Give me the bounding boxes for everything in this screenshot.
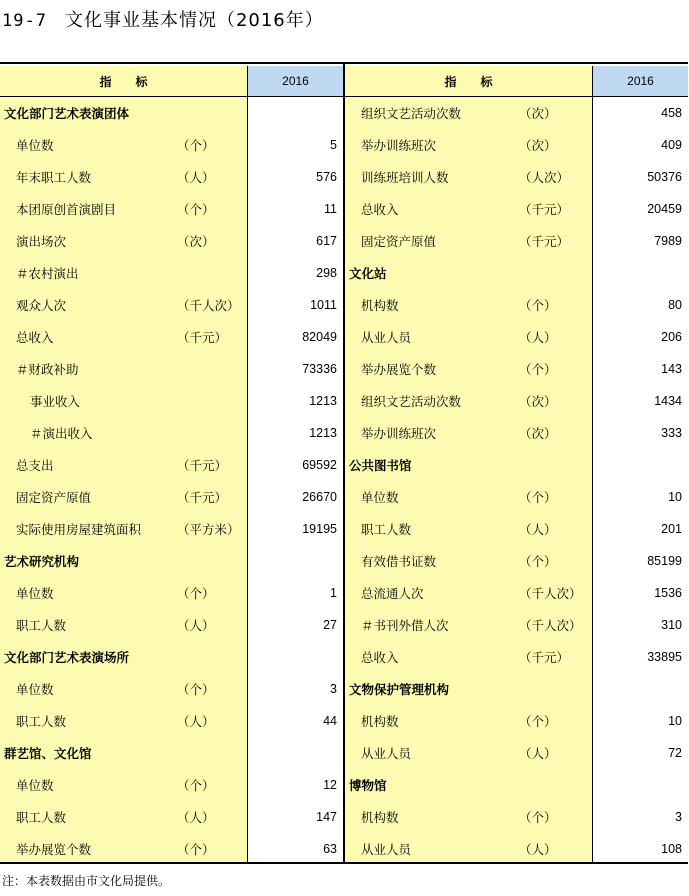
- section-heading-row: [0, 97, 247, 129]
- row-value: 333: [661, 426, 682, 440]
- row-unit: （个）: [519, 810, 557, 825]
- table-row: [345, 161, 592, 193]
- row-value: 108: [661, 842, 682, 856]
- table-row: [345, 513, 592, 545]
- row-label: 文化部门艺术表演场所: [4, 650, 130, 665]
- row-label: 文物保护管理机构: [349, 682, 450, 697]
- row-value: 27: [323, 618, 337, 632]
- row-value: 576: [316, 170, 337, 184]
- row-value: [248, 97, 343, 129]
- row-unit: （千元）: [519, 650, 570, 665]
- page-title: [2, 6, 324, 32]
- table-row: [0, 321, 247, 353]
- row-unit: （次）: [519, 106, 557, 121]
- row-value: 7989: [654, 234, 682, 248]
- row-value: 12: [323, 778, 337, 792]
- row-label: 单位数: [16, 586, 54, 601]
- table-row: [345, 801, 592, 833]
- row-label: 公共图书馆: [349, 458, 412, 473]
- row-label: 单位数: [16, 778, 54, 793]
- row-unit: （平方米）: [177, 522, 240, 537]
- row-label: 组织文艺活动次数: [361, 394, 462, 409]
- label-column-right: [345, 97, 593, 862]
- row-value: 206: [661, 330, 682, 344]
- table-header-right: [345, 66, 688, 97]
- table-row: [0, 193, 247, 225]
- row-label: 总流通人次: [361, 586, 424, 601]
- row-value: 1213: [309, 394, 337, 408]
- row-unit: （个）: [519, 554, 557, 569]
- row-value: 201: [661, 522, 682, 536]
- row-value: 44: [323, 714, 337, 728]
- table-row: [345, 97, 592, 129]
- table-row: [345, 385, 592, 417]
- row-label: 艺术研究机构: [4, 554, 80, 569]
- row-value: 82049: [302, 330, 337, 344]
- row-label: 单位数: [16, 138, 54, 153]
- row-value: 69592: [302, 458, 337, 472]
- section-heading-row: [345, 449, 592, 481]
- row-label: 总支出: [16, 458, 54, 473]
- table-row: [0, 353, 247, 385]
- header-indicator: 指标: [345, 66, 593, 96]
- row-value: [593, 257, 688, 289]
- table-row: [345, 225, 592, 257]
- table-row: [345, 417, 592, 449]
- row-label: ＃书刊外借人次: [361, 618, 449, 633]
- row-unit: （千人次）: [177, 298, 240, 313]
- table-row: [0, 385, 247, 417]
- row-label: 群艺馆、文化馆: [4, 746, 92, 761]
- section-heading-row: [345, 769, 592, 801]
- table-row: [0, 609, 247, 641]
- row-unit: （人）: [177, 714, 215, 729]
- row-value: 10: [668, 714, 682, 728]
- row-value: 26670: [302, 490, 337, 504]
- row-value: 20459: [647, 202, 682, 216]
- row-label: 总收入: [16, 330, 54, 345]
- row-label: 年末职工人数: [16, 170, 92, 185]
- row-value: 310: [661, 618, 682, 632]
- row-value: [248, 641, 343, 673]
- row-value: 80: [668, 298, 682, 312]
- row-unit: （千元）: [177, 490, 228, 505]
- row-value: 458: [661, 106, 682, 120]
- table-row: [345, 609, 592, 641]
- value-column-left: [248, 97, 343, 862]
- table-row: [345, 737, 592, 769]
- table-row: [345, 545, 592, 577]
- row-unit: （次）: [177, 234, 215, 249]
- row-label: 固定资产原值: [16, 490, 92, 505]
- header-year: 2016: [282, 74, 309, 88]
- row-label: 从业人员: [361, 842, 412, 857]
- row-unit: （个）: [177, 586, 215, 601]
- row-label: 职工人数: [16, 810, 67, 825]
- table-row: [0, 449, 247, 481]
- row-unit: （人）: [177, 170, 215, 185]
- table-row: [0, 481, 247, 513]
- value-column-right: [593, 97, 688, 862]
- table-header-left: [0, 66, 343, 97]
- header-year: 2016: [627, 74, 654, 88]
- row-value: 63: [323, 842, 337, 856]
- row-value: [248, 737, 343, 769]
- row-value: 3: [330, 682, 337, 696]
- row-label: 职工人数: [361, 522, 412, 537]
- row-unit: （个）: [519, 362, 557, 377]
- table-number: 19-7: [2, 11, 47, 31]
- row-label: 实际使用房屋建筑面积: [16, 522, 142, 537]
- label-column-left: [0, 97, 248, 862]
- row-label: 机构数: [361, 298, 399, 313]
- row-label: 固定资产原值: [361, 234, 437, 249]
- table-row: [345, 321, 592, 353]
- row-value: 85199: [647, 554, 682, 568]
- row-label: 文化站: [349, 266, 387, 281]
- row-unit: （千元）: [177, 330, 228, 345]
- table-row: [0, 577, 247, 609]
- table-row: [0, 769, 247, 801]
- row-label: 举办展览个数: [361, 362, 437, 377]
- row-value: 298: [316, 266, 337, 280]
- row-value: 147: [316, 810, 337, 824]
- row-label: 职工人数: [16, 618, 67, 633]
- row-value: 143: [661, 362, 682, 376]
- table-row: [345, 193, 592, 225]
- row-unit: （千元）: [519, 202, 570, 217]
- table-row: [0, 289, 247, 321]
- row-value: 73336: [302, 362, 337, 376]
- row-label: 总收入: [361, 202, 399, 217]
- section-heading-row: [0, 545, 247, 577]
- row-unit: （次）: [519, 426, 557, 441]
- row-unit: （千元）: [519, 234, 570, 249]
- row-unit: （千人次）: [519, 586, 582, 601]
- row-value: 1011: [310, 298, 337, 312]
- row-unit: （个）: [519, 490, 557, 505]
- table-row: [0, 417, 247, 449]
- row-value: 19195: [302, 522, 337, 536]
- row-value: 10: [668, 490, 682, 504]
- row-unit: （个）: [177, 842, 215, 857]
- table-row: [0, 513, 247, 545]
- table-row: [0, 161, 247, 193]
- row-label: ＃演出收入: [30, 426, 93, 441]
- row-label: 单位数: [16, 682, 54, 697]
- row-unit: （人）: [519, 842, 557, 857]
- row-label: 举办展览个数: [16, 842, 92, 857]
- row-unit: （人）: [177, 810, 215, 825]
- row-unit: （次）: [519, 394, 557, 409]
- row-value: 617: [316, 234, 337, 248]
- row-unit: （人次）: [519, 170, 570, 185]
- row-label: 从业人员: [361, 746, 412, 761]
- table-left-half: [0, 64, 343, 862]
- header-indicator: 指标: [0, 66, 248, 96]
- table-row: [345, 129, 592, 161]
- table-row: [0, 833, 247, 865]
- table-row: [345, 481, 592, 513]
- row-unit: （个）: [519, 714, 557, 729]
- row-unit: （个）: [177, 778, 215, 793]
- row-label: 职工人数: [16, 714, 67, 729]
- row-value: [593, 769, 688, 801]
- row-label: 训练班培训人数: [361, 170, 449, 185]
- table-row: [0, 705, 247, 737]
- row-unit: （千元）: [177, 458, 228, 473]
- row-label: 单位数: [361, 490, 399, 505]
- row-value: 1: [330, 586, 337, 600]
- row-value: 11: [324, 202, 337, 216]
- row-label: 组织文艺活动次数: [361, 106, 462, 121]
- row-label: 举办训练班次: [361, 138, 437, 153]
- row-unit: （人）: [519, 330, 557, 345]
- row-label: 演出场次: [16, 234, 67, 249]
- row-label: ＃农村演出: [16, 266, 79, 281]
- section-heading-row: [0, 641, 247, 673]
- section-heading-row: [345, 673, 592, 705]
- row-value: [593, 449, 688, 481]
- row-unit: （个）: [177, 138, 215, 153]
- row-unit: （人）: [519, 522, 557, 537]
- footnote: 注：本表数据由市文化局提供。: [2, 874, 171, 888]
- row-value: 5: [330, 138, 337, 152]
- table-row: [0, 673, 247, 705]
- row-unit: （人）: [177, 618, 215, 633]
- row-label: ＃财政补助: [16, 362, 79, 377]
- row-label: 从业人员: [361, 330, 412, 345]
- table-row: [0, 257, 247, 289]
- row-label: 观众人次: [16, 298, 67, 313]
- data-table: [0, 62, 688, 864]
- table-right-half: [345, 64, 688, 862]
- row-label: 文化部门艺术表演团体: [4, 106, 130, 121]
- row-label: 事业收入: [30, 394, 81, 409]
- row-unit: （个）: [519, 298, 557, 313]
- table-row: [345, 705, 592, 737]
- row-value: 72: [668, 746, 682, 760]
- row-value: 1536: [654, 586, 682, 600]
- table-row: [0, 129, 247, 161]
- row-value: 3: [675, 810, 682, 824]
- table-title: 文化事业基本情况（2016年）: [64, 10, 324, 31]
- row-value: 1434: [654, 394, 682, 408]
- row-label: 机构数: [361, 714, 399, 729]
- table-row: [345, 833, 592, 865]
- row-unit: （个）: [177, 202, 215, 217]
- row-value: 1213: [309, 426, 337, 440]
- row-unit: （次）: [519, 138, 557, 153]
- row-value: [593, 673, 688, 705]
- row-unit: （个）: [177, 682, 215, 697]
- row-label: 博物馆: [349, 778, 387, 793]
- row-unit: （人）: [519, 746, 557, 761]
- row-label: 机构数: [361, 810, 399, 825]
- row-value: 50376: [647, 170, 682, 184]
- table-row: [345, 641, 592, 673]
- table-row: [345, 353, 592, 385]
- row-label: 本团原创首演剧目: [16, 202, 117, 217]
- table-row: [345, 289, 592, 321]
- row-value: [248, 545, 343, 577]
- section-heading-row: [345, 257, 592, 289]
- section-heading-row: [0, 737, 247, 769]
- row-value: 33895: [647, 650, 682, 664]
- row-label: 有效借书证数: [361, 554, 437, 569]
- row-unit: （千人次）: [519, 618, 582, 633]
- table-row: [0, 801, 247, 833]
- table-row: [345, 577, 592, 609]
- row-label: 总收入: [361, 650, 399, 665]
- row-value: 409: [661, 138, 682, 152]
- table-row: [0, 225, 247, 257]
- row-label: 举办训练班次: [361, 426, 437, 441]
